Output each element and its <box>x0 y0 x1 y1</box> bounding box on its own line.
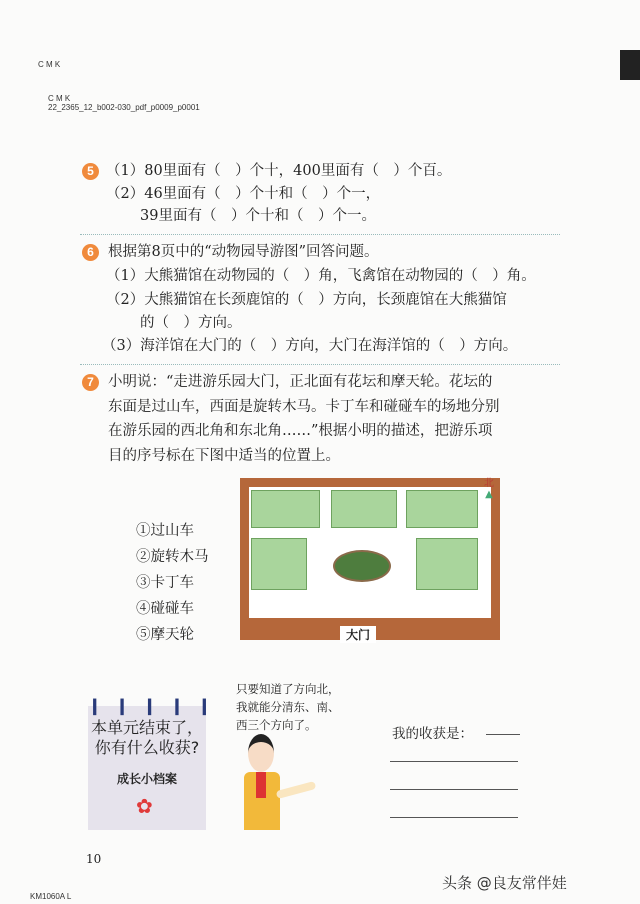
answer-line[interactable] <box>390 789 518 790</box>
notebook-subtitle: 成长小档案 <box>116 772 177 786</box>
ride-item: ②旋转木马 <box>136 549 209 565</box>
notebook-title <box>88 718 206 758</box>
gate-label: 大门 <box>340 626 376 643</box>
q5-line3: 39里面有（ ）个十和（ ）个一。 <box>140 208 376 224</box>
north-arrow-icon: ▲ <box>485 489 493 500</box>
north-indicator <box>484 478 494 500</box>
north-label: 北 <box>484 478 494 489</box>
divider <box>80 364 560 365</box>
q7-line2: 东面是过山车，西面是旋转木马。卡丁车和碰碰车的场地分别 <box>108 399 500 415</box>
plot-northeast[interactable] <box>406 490 478 528</box>
speech-line: 我就能分清东、南、 <box>236 700 340 714</box>
gate-opening <box>344 588 380 618</box>
divider <box>80 234 560 235</box>
q5-line2: （2）46里面有（ ）个十和（ ）个一， <box>106 186 381 202</box>
ride-item: ③卡丁车 <box>136 575 194 591</box>
q6-line3: 的（ ）方向。 <box>140 315 242 331</box>
park-ground <box>249 487 491 618</box>
title-line: 本单元结束了， <box>90 718 203 737</box>
harvest-label: 我的收获是： <box>392 726 473 742</box>
q7-line3: 在游乐园的西北角和东北角……”根据小明的描述，把游乐项 <box>108 423 493 439</box>
q6-line4: （3）海洋馆在大门的（ ）方向，大门在海洋馆的（ ）方向。 <box>102 338 518 354</box>
answer-line[interactable] <box>486 734 520 735</box>
ride-item: ④碰碰车 <box>136 601 194 617</box>
ride-item: ⑤摩天轮 <box>136 627 194 643</box>
print-marks-2 <box>48 94 200 112</box>
ride-list <box>136 518 209 648</box>
q7-line1: 小明说：“走进游乐园大门，正北面有花坛和摩天轮。花坛的 <box>108 374 493 390</box>
page-number: 10 <box>86 852 102 866</box>
park-map <box>240 478 500 640</box>
print-code: KM1060A L <box>30 892 72 901</box>
speech-bubble <box>236 680 340 734</box>
q7-line4: 目的序号标在下图中适当的位置上。 <box>108 448 340 464</box>
question-number-7: 7 <box>82 374 99 391</box>
q6-intro: 根据第8页中的“动物园导游图”回答问题。 <box>108 244 379 260</box>
answer-line[interactable] <box>390 761 518 762</box>
plot-west[interactable] <box>251 538 307 590</box>
q6-line2: （2）大熊猫馆在长颈鹿馆的（ ）方向，长颈鹿馆在大熊猫馆 <box>106 292 507 308</box>
plot-east[interactable] <box>416 538 478 590</box>
title-line: 你有什么收获? <box>94 738 200 757</box>
speech-line: 只要知道了方向北， <box>236 682 340 696</box>
file-id: 22_2365_12_b002-030_pdf_p0009_p0001 <box>48 103 200 112</box>
question-number-5: 5 <box>82 163 99 180</box>
question-number-6: 6 <box>82 244 99 261</box>
plot-northwest[interactable] <box>251 490 320 528</box>
flower-bed[interactable] <box>333 550 391 582</box>
scan-edge <box>620 50 640 80</box>
girl-illustration <box>236 730 320 830</box>
ride-item: ①过山车 <box>136 523 194 539</box>
q6-line1: （1）大熊猫馆在动物园的（ ）角，飞禽馆在动物园的（ ）角。 <box>106 268 536 284</box>
growth-notebook <box>88 696 226 830</box>
ring-binding-icon: ❙❙❙❙❙ <box>88 696 226 715</box>
print-marks: C M K <box>38 60 61 69</box>
cmk: C M K <box>48 94 71 103</box>
flower-icon: ✿ <box>136 794 153 818</box>
plot-north[interactable] <box>331 490 397 528</box>
speech-line: 西三个方向了。 <box>236 718 317 732</box>
answer-line[interactable] <box>390 817 518 818</box>
q5-line1: （1）80里面有（ ）个十，400里面有（ ）个百。 <box>106 163 452 179</box>
watermark: 头条 @良友常伴娃 <box>442 874 567 892</box>
